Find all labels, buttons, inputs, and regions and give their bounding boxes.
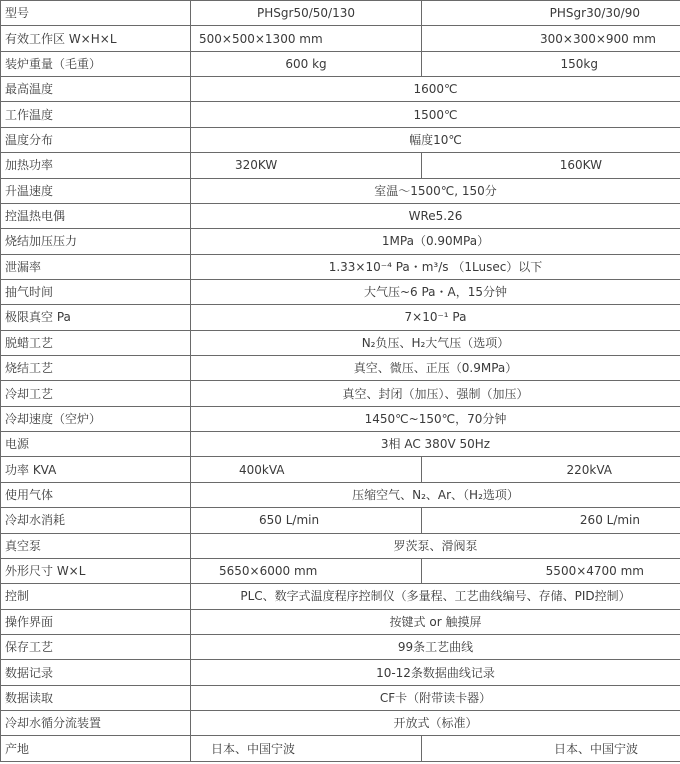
spec-value: 7×10⁻¹ Pa [191,305,680,330]
spec-value-model-b: 260 L/min [422,508,680,533]
spec-value-model-a: 5650×6000 mm [191,558,422,583]
spec-value: 真空、封闭（加压）、强制（加压） [191,381,680,406]
spec-value: WRe5.26 [191,203,680,228]
spec-table-body [1,1,680,762]
spec-row [1,254,680,279]
spec-row [1,508,680,533]
spec-row [1,279,680,304]
spec-label: 烧结加压压力 [1,229,191,254]
spec-value-model-b: 5500×4700 mm [422,558,680,583]
spec-label: 装炉重量（毛重） [1,51,191,76]
spec-row [1,51,680,76]
spec-row [1,736,680,762]
spec-value-model-b: 220kVA [422,457,680,482]
spec-value-model-b: PHSgr30/30/90 [422,1,680,26]
spec-label: 操作界面 [1,609,191,634]
spec-value: 罗茨泵、滑阀泵 [191,533,680,558]
spec-label: 极限真空 Pa [1,305,191,330]
spec-value-model-a: 日本、中国宁波 [191,736,422,762]
spec-row [1,660,680,685]
spec-label: 升温速度 [1,178,191,203]
spec-label: 泄漏率 [1,254,191,279]
spec-value: 1MPa（0.90MPa） [191,229,680,254]
spec-label: 冷却工艺 [1,381,191,406]
spec-row [1,26,680,51]
spec-row [1,178,680,203]
spec-label: 冷却水消耗 [1,508,191,533]
spec-value-model-a: 400kVA [191,457,422,482]
spec-value: 1500℃ [191,102,680,127]
spec-row [1,102,680,127]
spec-value-model-a: 600 kg [191,51,422,76]
spec-row [1,229,680,254]
spec-label: 烧结工艺 [1,356,191,381]
spec-label: 功率 KVA [1,457,191,482]
spec-value: 幅度10℃ [191,127,680,152]
spec-label: 数据记录 [1,660,191,685]
spec-value-model-b: 300×300×900 mm [422,26,680,51]
spec-value-model-a: 650 L/min [191,508,422,533]
spec-value: 室温～1500℃, 150分 [191,178,680,203]
spec-value-model-a: 500×500×1300 mm [191,26,422,51]
spec-row [1,381,680,406]
spec-row [1,584,680,609]
spec-value: 1450℃~150℃，70分钟 [191,406,680,431]
spec-row [1,685,680,710]
spec-row [1,330,680,355]
spec-row [1,533,680,558]
spec-row [1,1,680,26]
spec-value: 按键式 or 触摸屏 [191,609,680,634]
spec-value: 真空、微压、正压（0.9MPa） [191,356,680,381]
spec-row [1,609,680,634]
spec-value: 10-12条数据曲线记录 [191,660,680,685]
spec-value-model-b: 160KW [422,153,680,178]
spec-value: N₂负压、H₂大气压（选项） [191,330,680,355]
spec-label: 冷却速度（空炉） [1,406,191,431]
spec-label: 保存工艺 [1,634,191,659]
spec-row [1,482,680,507]
spec-row [1,558,680,583]
spec-value-model-b: 150kg [422,51,680,76]
spec-label: 使用气体 [1,482,191,507]
spec-value-model-b: 日本、中国宁波 [422,736,680,762]
spec-row [1,711,680,736]
spec-row [1,127,680,152]
spec-row [1,356,680,381]
spec-value: 99条工艺曲线 [191,634,680,659]
spec-label: 加热功率 [1,153,191,178]
spec-label: 有效工作区 W×H×L [1,26,191,51]
spec-value: 1.33×10⁻⁴ Pa・m³/s （1Lusec）以下 [191,254,680,279]
spec-label: 温度分布 [1,127,191,152]
spec-label: 数据读取 [1,685,191,710]
spec-label: 最高温度 [1,77,191,102]
spec-row [1,77,680,102]
spec-value: 压缩空气、N₂、Ar、（H₂选项） [191,482,680,507]
spec-row [1,432,680,457]
spec-value: 大气压~6 Pa・A，15分钟 [191,279,680,304]
spec-value-model-a: 320KW [191,153,422,178]
spec-label: 控制 [1,584,191,609]
spec-label: 真空泵 [1,533,191,558]
spec-row [1,305,680,330]
spec-value-model-a: PHSgr50/50/130 [191,1,422,26]
spec-label: 外形尺寸 W×L [1,558,191,583]
spec-value: PLC、数字式温度程序控制仪（多量程、工艺曲线编号、存储、PID控制） [191,584,680,609]
spec-row [1,203,680,228]
spec-row [1,406,680,431]
spec-row [1,153,680,178]
spec-row [1,457,680,482]
spec-label: 产地 [1,736,191,762]
spec-label: 型号 [1,1,191,26]
spec-label: 电源 [1,432,191,457]
spec-value: CF卡（附带读卡器） [191,685,680,710]
spec-label: 控温热电偶 [1,203,191,228]
spec-label: 脱蜡工艺 [1,330,191,355]
spec-value: 1600℃ [191,77,680,102]
spec-label: 工作温度 [1,102,191,127]
spec-label: 冷却水循分流装置 [1,711,191,736]
spec-value: 开放式（标准） [191,711,680,736]
spec-row [1,634,680,659]
spec-value: 3相 AC 380V 50Hz [191,432,680,457]
spec-label: 抽气时间 [1,279,191,304]
